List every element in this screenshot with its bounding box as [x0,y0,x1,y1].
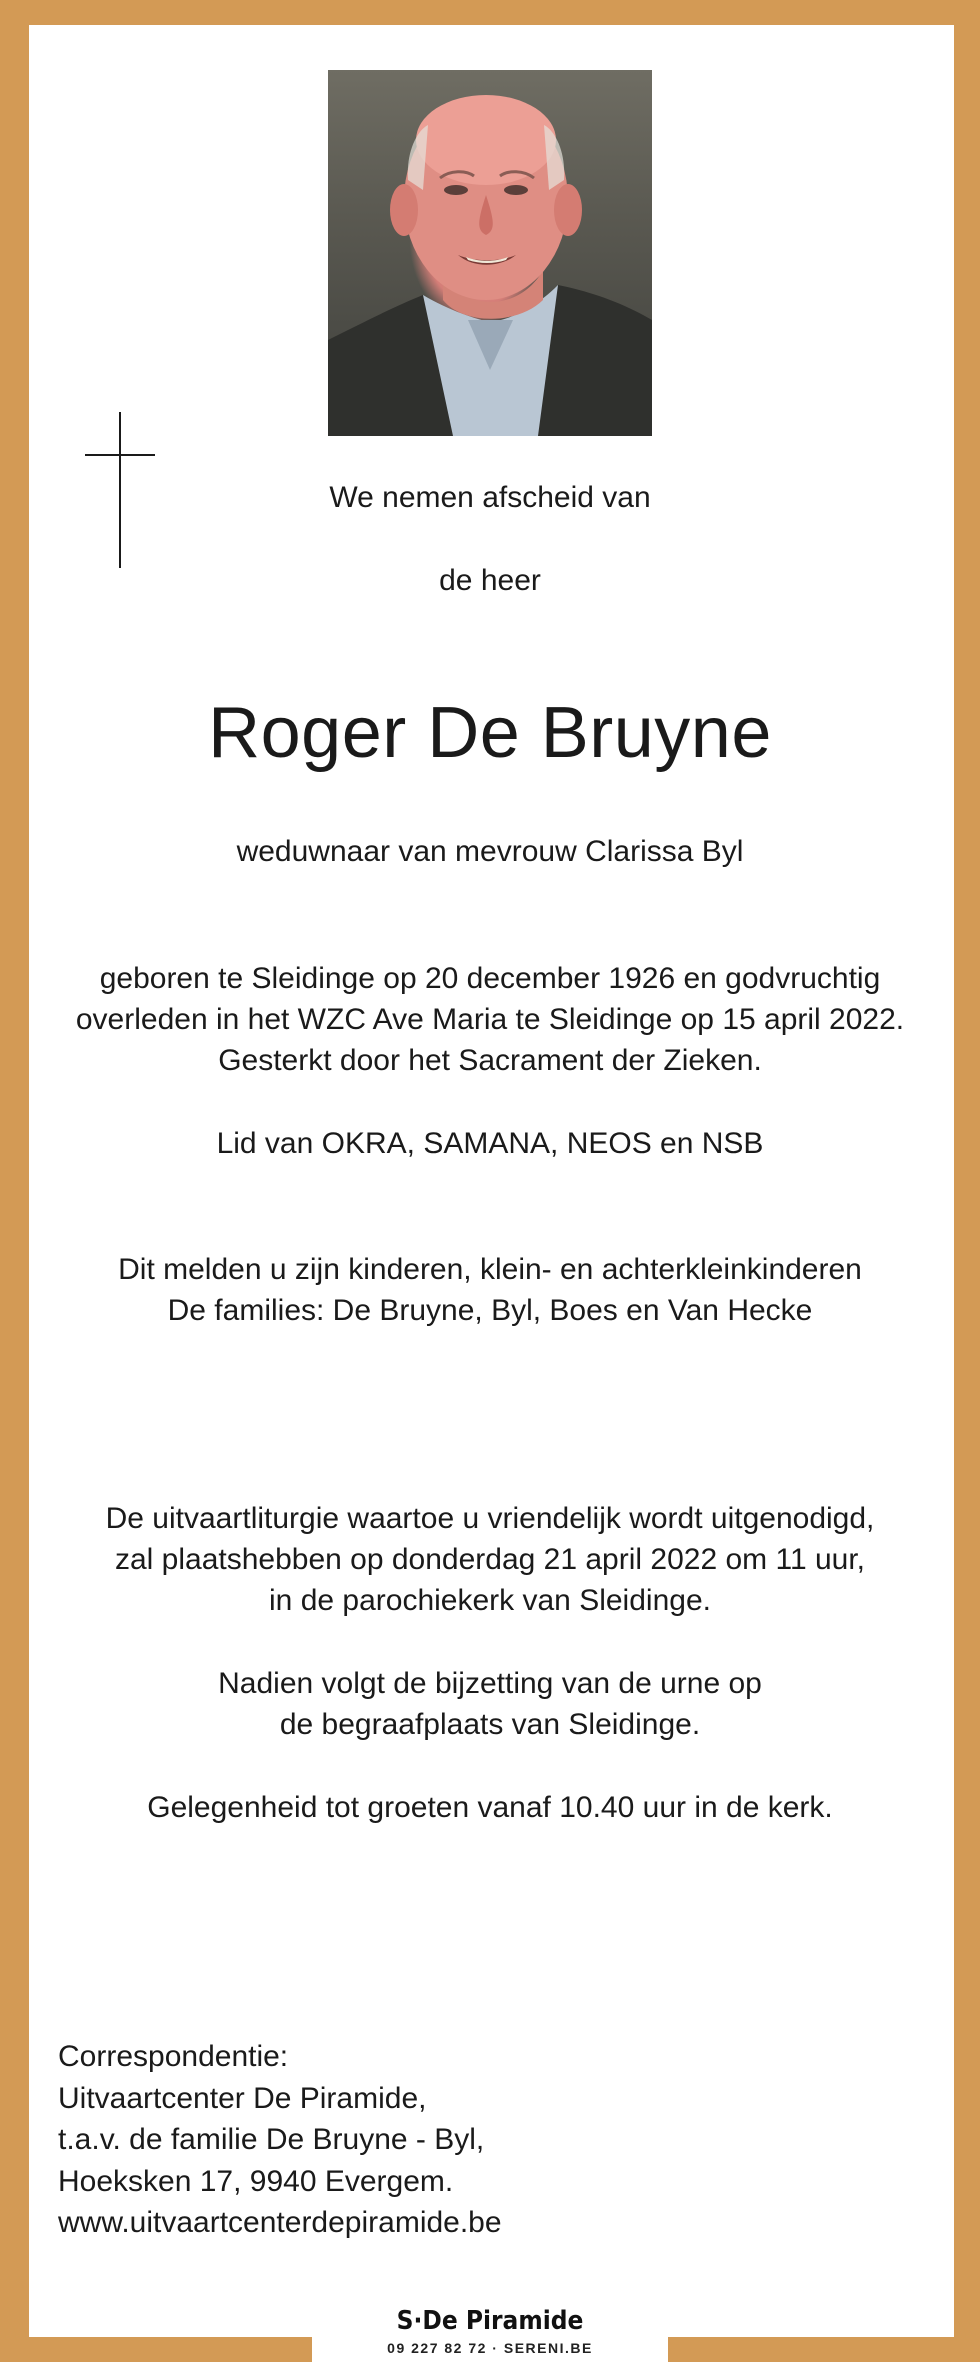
correspondence-website[interactable]: www.uitvaartcenterdepiramide.be [58,2206,502,2239]
funeral-home-logo [312,2306,668,2336]
title-prefix: de heer [439,564,541,597]
logo-name: De Piramide [422,2306,584,2336]
family-line-2: De families: De Bruyne, Byl, Boes en Van Hecke [167,1294,813,1327]
correspondence-address: Hoeksken 17, 9940 Evergem. [58,2164,454,2198]
deceased-name: Roger De Bruyne [208,693,772,773]
life-line-3: Gesterkt door het Sacrament der Zieken. [218,1044,762,1077]
burial-line-1: Nadien volgt de bijzetting van de urne op [218,1667,762,1700]
footer-contact [312,2340,668,2356]
logo-mark: S [396,2306,414,2336]
membership-text: Lid van OKRA, SAMANA, NEOS en NSB [216,1127,764,1160]
logo-dot: · [413,2306,423,2336]
life-line-1: geboren te Sleidinge op 20 december 1926 en godvruchtig [99,962,881,995]
footer-brand-panel [312,2292,668,2362]
portrait-photo [328,70,652,436]
correspondence-attention: t.a.v. de familie De Bruyne - Byl, [58,2123,485,2156]
life-line-2: overleden in het WZC Ave Maria te Sleidinge op 15 april 2022. [75,1003,905,1036]
correspondence-block [58,2036,502,2244]
spouse-text: weduwnaar van mevrouw Clarissa Byl [236,835,744,868]
footer-separator: · [492,2340,499,2356]
burial-line-2: de begraafplaats van Sleidinge. [279,1708,701,1741]
portrait-image [328,70,652,436]
footer-phone[interactable]: 09 227 82 72 [387,2340,487,2356]
funeral-line-1: De uitvaartliturgie waartoe u vriendelijk wordt uitgenodigd, [105,1502,875,1535]
funeral-line-2: zal plaatshebben op donderdag 21 april 2022 om 11 uur, [114,1543,865,1576]
footer-site[interactable]: SERENI.BE [503,2340,593,2356]
intro-text: We nemen afscheid van [329,481,651,514]
correspondence-company: Uitvaartcenter De Piramide, [58,2081,427,2115]
funeral-line-3: in de parochiekerk van Sleidinge. [269,1584,711,1617]
correspondence-heading: Correspondentie: [58,2040,289,2073]
visitation-text: Gelegenheid tot groeten vanaf 10.40 uur in de kerk. [147,1791,833,1824]
family-line-1: Dit melden u zijn kinderen, klein- en achterkleinkinderen [118,1253,862,1286]
